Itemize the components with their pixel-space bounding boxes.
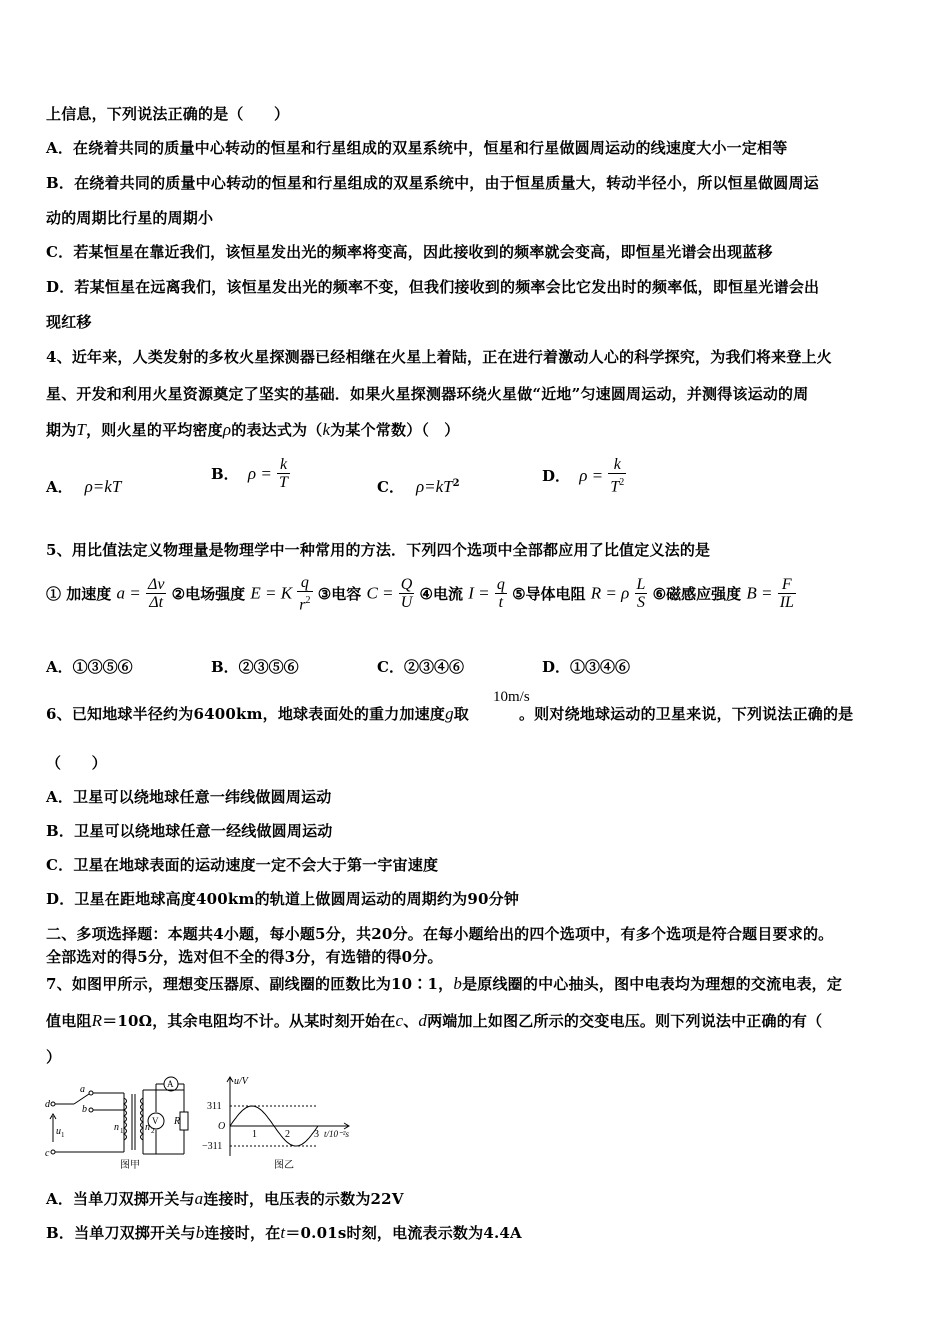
q6-acceleration-value: 10m/s: [493, 689, 530, 705]
q5-option-b: B．②③⑤⑥: [211, 658, 299, 676]
q6-stem-line1: 6、已知地球半径约为6400km，地球表面处的重力加速度g取 。则对绕地球运动的卫星来说，下列说法正确的是: [46, 704, 854, 723]
q5-option-c: C．②③④⑥: [377, 658, 464, 676]
q6-option-c: C．卫星在地球表面的运动速度一定不会大于第一宇宙速度: [46, 856, 439, 874]
q4-option-a: A． ρ=kT: [46, 477, 122, 496]
caption-left: 图甲: [120, 1160, 140, 1171]
q6-option-b: B．卫星可以绕地球任意一经线做圆周运动: [46, 822, 333, 840]
label-n1: n: [114, 1122, 119, 1133]
tick-311: 311: [207, 1101, 222, 1112]
origin-label: O: [218, 1121, 226, 1132]
voltage-waveform: [227, 1077, 349, 1156]
q5-option-d: D．①③④⑥: [542, 658, 631, 676]
q3-option-c: C．若某恒星在靠近我们，该恒星发出光的频率将变高，因此接收到的频率就会变高，即恒星光谱会出现蓝移: [46, 243, 773, 261]
q6-option-d: D．卫星在距地球高度400km的轨道上做圆周运动的周期约为90分钟: [46, 890, 520, 908]
label-u1-sub: 1: [61, 1131, 65, 1139]
q5-stem: 5、用比值法定义物理量是物理学中一种常用的方法．下列四个选项中全部都应用了比值定义法的是: [46, 541, 711, 559]
label-ammeter: A: [167, 1079, 174, 1089]
q6-option-a: A．卫星可以绕地球任意一纬线做圆周运动: [46, 788, 332, 806]
q7-stem-line2: 值电阻R＝10Ω，其余电阻均不计。从某时刻开始在c、d两端加上如图乙所示的交变电压。则下列说法中正确的有（: [46, 1011, 823, 1030]
q3-option-b: B．在绕着共同的质量中心转动的恒星和行星组成的双星系统中，由于恒星质量大，转动半径小，所以恒星做圆周运: [46, 174, 819, 192]
q4-stem-line3: 期为T，则火星的平均密度ρ的表达式为（k为某个常数）（ ）: [46, 420, 460, 439]
caption-right: 图乙: [274, 1160, 294, 1171]
label-R: R: [174, 1116, 181, 1127]
q3-stem-tail: 上信息，下列说法正确的是（ ）: [46, 105, 290, 123]
q5-option-a: A．①③⑤⑥: [46, 658, 133, 676]
axis-x-label: t/10⁻²s: [324, 1129, 349, 1139]
q5-definitions: ① 加速度 a = $\frac{\Delta v}{\Delta t}$ ②电场强度 E = K $\frac{q}{r^2}$ ③电容 C = $\frac{Q}{U}$ ④电流 I = $\frac{q}{t}$ ⑤导体电阻 R = ρ $\frac{L}{S}$ ⑥磁感应强度 B = $\frac{F}{IL}$: [46, 574, 794, 614]
section2-instructions-line1: 二、多项选择题：本题共4小题，每小题5分，共20分。在每小题给出的四个选项中，有多个选项是符合题目要求的。: [46, 925, 834, 943]
q4-stem-line2: 星、开发和利用火星资源奠定了坚实的基础．如果火星探测器环绕火星做“近地”匀速圆周运动，并测得该运动的周: [46, 385, 809, 403]
waveform-labels: [202, 1076, 349, 1171]
label-d: d: [45, 1099, 50, 1110]
q3-option-a: A．在绕着共同的质量中心转动的恒星和行星组成的双星系统中，恒星和行星做圆周运动的线速度大小一定相等: [46, 139, 788, 157]
tick-x2: 2: [285, 1129, 290, 1140]
q3-option-b-cont: 动的周期比行星的周期小: [46, 209, 214, 227]
label-c: c: [45, 1148, 50, 1159]
q4-option-d: D． ρ = $\frac{k}{T^2}$: [542, 456, 625, 496]
tick-neg-311: −311: [202, 1141, 223, 1152]
label-n1-sub: 1: [120, 1127, 124, 1135]
q4-stem-line1: 4、近年来，人类发射的多枚火星探测器已经相继在火星上着陆，正在进行着激动人心的科学探究，为我们将来登上火: [46, 348, 832, 366]
label-b: b: [82, 1104, 87, 1115]
q3-option-d-cont: 现红移: [46, 313, 92, 331]
q7-option-b: B．当单刀双掷开关与b连接时，在t＝0.01s时刻，电流表示数为4.4A: [46, 1223, 522, 1242]
q6-stem-line2: （ ）: [46, 754, 107, 772]
q7-option-a: A．当单刀双掷开关与a连接时，电压表的示数为22V: [46, 1189, 404, 1208]
label-n2-sub: 2: [151, 1127, 155, 1135]
tick-x3: 3: [314, 1129, 319, 1140]
label-a: a: [80, 1084, 85, 1095]
section2-instructions-line2: 全部选对的得5分，选对但不全的得3分，有选错的得0分。: [46, 948, 443, 966]
tick-x1: 1: [252, 1129, 257, 1140]
label-u1: u: [56, 1126, 61, 1137]
axis-y-label: u/V: [234, 1076, 248, 1087]
q7-stem-line3: ）: [46, 1048, 62, 1066]
q3-option-d: D．若某恒星在远离我们，该恒星发出光的频率不变，但我们接收到的频率会比它发出时的频率低，即恒星光谱会出: [46, 278, 820, 296]
q7-stem-line1: 7、如图甲所示，理想变压器原、副线圈的匝数比为10∶1，b是原线圈的中心抽头，图中电表均为理想的交流电表，定: [46, 974, 843, 993]
label-n2: n: [145, 1122, 150, 1133]
label-voltmeter: V: [152, 1116, 159, 1126]
q7-figure: [44, 1076, 364, 1172]
q4-option-c: C． $\rho=kT^2$: [377, 477, 460, 496]
q4-option-b: B． ρ = $\frac{k}{T}$: [211, 456, 288, 491]
